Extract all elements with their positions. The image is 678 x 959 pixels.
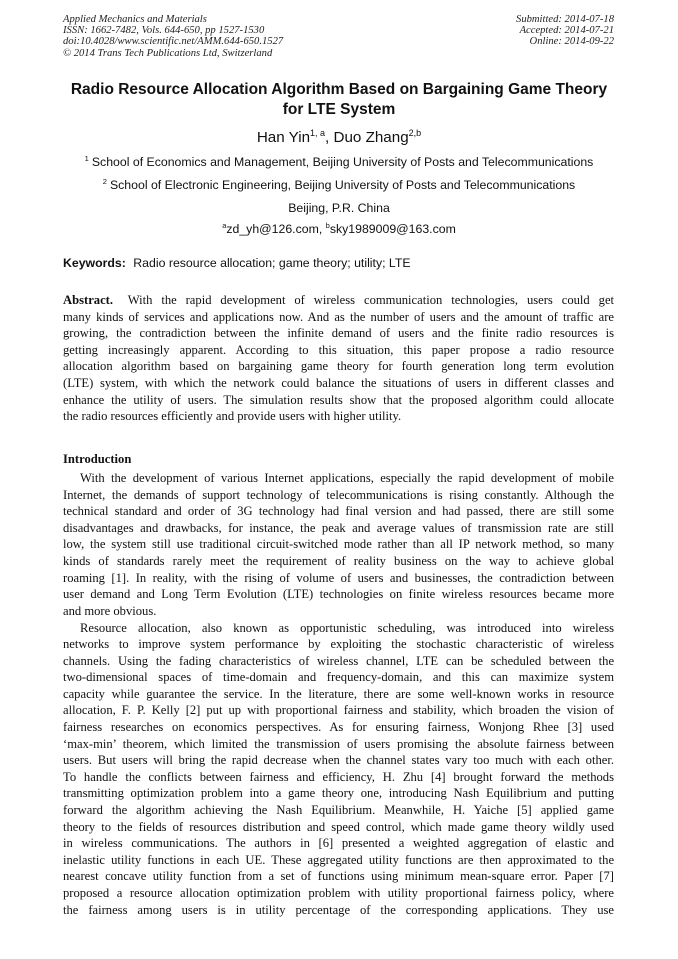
paragraph-line: kinds of standards rarely meet the requirement of reality business on the way to achieve global xyxy=(63,553,615,568)
email-link[interactable]: sky1989009@163.com xyxy=(329,222,456,236)
paragraph-line: roaming [1]. In reality, with the rising of volume of users and businesses, the contradiction between xyxy=(63,570,615,585)
paragraph-line: channels. Using the fading characteristics of wireless channel, LTE can be scheduled between the xyxy=(63,653,615,668)
abstract-line: (LTE) system, with which the network could balance the situations of users in different classes and xyxy=(63,375,614,390)
author-affiliation-mark: 1, a xyxy=(310,128,326,138)
paragraph-line: nearest concave utility function from a set of functions using minimum mean-square error. Paper [7] xyxy=(63,869,614,884)
abstract xyxy=(63,292,614,425)
email-mark: b xyxy=(325,221,330,230)
email-separator: , xyxy=(318,222,326,236)
keywords-label: Keywords: xyxy=(63,256,126,270)
paragraph-line: technical standard and order of 3G technology had final version and had passed, there are still some xyxy=(63,504,615,519)
paragraph-line: fairness researches on economics perspectives. As for ensuring fairness, Wonjong Rhee [3] used xyxy=(63,720,615,735)
author-emails xyxy=(40,222,638,236)
paragraph-line: disadvantages and drawbacks, for instance, the peak and average values of transmission rate are still xyxy=(63,520,615,535)
paragraph-line: forward the algorithm achieving the Nash Equilibrium. Meanwhile, H. Yaiche [5] applied game xyxy=(63,803,614,818)
affiliation-text: School of Electronic Engineering, Beijing University of Posts and Telecommunications xyxy=(109,178,576,192)
affiliation-2 xyxy=(40,178,638,192)
title-line-1: Radio Resource Allocation Algorithm Based on Bargaining Game Theory xyxy=(70,81,608,98)
paragraph-line: networks to improve system performance by exploiting the stochastic characteristic of wireless xyxy=(63,637,615,652)
paragraph-line: With the development of various Internet applications, especially the rapid development of mobile xyxy=(80,471,615,485)
affiliation-location xyxy=(40,201,638,215)
paragraph-line: allocation, F. P. Kelly [2] put up with proportional fairness and stability, which broaden the vision of xyxy=(63,703,614,718)
submitted-date: Submitted: 2014-07-18 xyxy=(516,14,614,25)
paragraph-line: ‘max-min’ theorem, which limited the transmission of users promising the absolute fairness between xyxy=(63,736,614,751)
journal-name: Applied Mechanics and Materials xyxy=(63,14,207,25)
abstract-line: growing, the contradiction between the infinite demand of users and the finite radio resources is xyxy=(63,326,614,341)
paragraph-line: low, the system still use traditional circuit-switched mode rather than all IP network method, so many xyxy=(63,537,614,552)
paragraph-line: proposed a resource allocation optimization problem with utility proportional fairness policy, where xyxy=(63,886,614,900)
paragraph-line: users. But users will bring the rapid decrease when the channel states vary too much with each other. xyxy=(63,753,614,768)
paragraph-line: Internet, the demands of support technology of telecommunications is rising constantly. Although the xyxy=(63,487,614,502)
section-heading-introduction: Introduction xyxy=(63,452,132,466)
author-name: Duo Zhang xyxy=(333,129,409,146)
intro-paragraph-1 xyxy=(63,470,614,619)
author-separator: , xyxy=(325,129,334,146)
abstract-line: the radio resources efficiently and provide users with higher utility. xyxy=(63,409,402,424)
affiliation-mark: 1 xyxy=(84,154,89,163)
author-affiliation-mark: 2,b xyxy=(408,128,422,138)
publication-dates xyxy=(516,14,614,48)
abstract-line: Abstract. With the rapid development of wireless communication technologies, users could get xyxy=(63,293,615,307)
keywords-text: Radio resource allocation; game theory; utility; LTE xyxy=(133,256,411,270)
abstract-line: getting increasingly apparent. According to this situation, this paper propose a radio resource xyxy=(63,342,614,357)
paragraph-line: To handle the conflicts between fairness and efficiency, H. Zhu [4] brought forward the methods xyxy=(63,769,614,784)
author-name: Han Yin xyxy=(256,129,311,146)
paragraph-line: two-dimensional spaces of time-domain and frequency-domain, and this can maximize system xyxy=(63,670,614,685)
online-date: Online: 2014-09-22 xyxy=(529,36,614,48)
paper-title xyxy=(40,80,638,120)
paragraph-line: and more obvious. xyxy=(63,603,157,618)
paragraph-line: theory to the fields of resources distribution and speed control, which made game theory wildly used xyxy=(63,819,614,834)
email-link[interactable]: zd_yh@126.com xyxy=(226,222,319,236)
paragraph-line: transmitting optimization problem into a game theory one, introducing Nash Equilibrium and putting xyxy=(63,786,615,801)
journal-info xyxy=(63,14,283,59)
intro-paragraph-2 xyxy=(63,620,614,919)
paragraph-line: capacity while guarantee the service. In the literature, there are some well-known works in resource xyxy=(63,686,614,701)
affiliation-1 xyxy=(40,155,638,169)
author-list xyxy=(40,128,638,148)
paragraph-line: Resource allocation, also known as opportunistic scheduling, was introduced into wireless xyxy=(80,620,614,635)
affiliation-text: Beijing, P.R. China xyxy=(288,201,390,215)
abstract-label: Abstract. xyxy=(63,293,114,307)
affiliation-mark: 2 xyxy=(102,177,107,186)
paragraph-line: inelastic utility functions in each UE. These aggregated utility functions are then approximated to the xyxy=(63,852,615,867)
paragraph-line: the fairness among users is in utility percentage of the corresponding applications. They use xyxy=(63,902,614,917)
paragraph-line: user demand and Long Term Evolution (LTE) technologies on finite wireless resources became more xyxy=(63,587,615,602)
email-mark: a xyxy=(222,221,227,230)
paragraph-line: in wireless communications. The authors in [6] presented a weighted aggregation of elastic and xyxy=(63,836,614,851)
title-line-2: for LTE System xyxy=(282,101,396,118)
abstract-line: allocation algorithm based on bargaining game theory for fourth generation long term evolution xyxy=(63,359,615,374)
keywords xyxy=(63,256,411,270)
abstract-line: enhance the utility of users. The simulation results show that the proposed algorithm could allocate xyxy=(63,392,614,407)
journal-copyright: © 2014 Trans Tech Publications Ltd, Switzerland xyxy=(63,47,273,59)
affiliation-text: School of Economics and Management, Beijing University of Posts and Telecommunications xyxy=(91,155,594,169)
journal-doi: doi:10.4028/www.scientific.net/AMM.644-650.1527 xyxy=(63,36,284,48)
abstract-line: many kinds of services and applications now. And as the number of users and the amount of traffic are xyxy=(63,309,614,324)
journal-issn: ISSN: 1662-7482, Vols. 644-650, pp 1527-1530 xyxy=(63,25,265,37)
accepted-date: Accepted: 2014-07-21 xyxy=(519,25,614,37)
